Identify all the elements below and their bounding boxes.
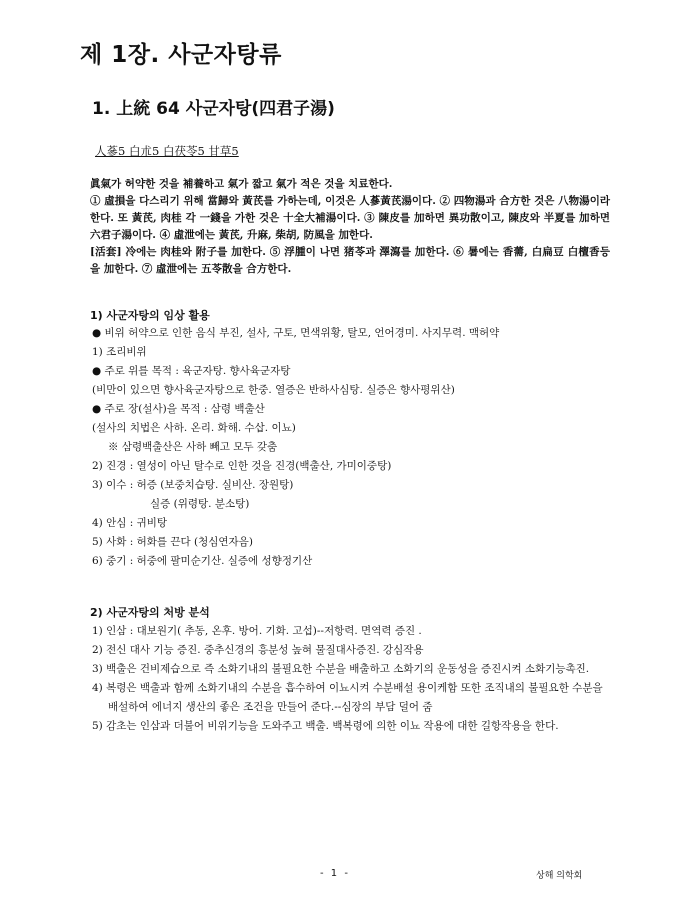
list-item: 1) 조리비위 [92, 346, 147, 358]
list-item: ● 주로 위를 목적 : 육군자탕. 향사육군자탕 [92, 365, 291, 377]
list-item: 3) 이수 : 허증 (보중치습탕. 실비산. 장원탕) [92, 479, 294, 491]
list-item: 1) 인삼 : 대보원기( 추동, 온후. 방어. 기화. 고섭)--저항력. 면역력 증진 . [92, 625, 422, 637]
formula-description [90, 176, 610, 278]
list-item: 2) 전신 대사 기능 증진. 중추신경의 흥분성 높혀 물질대사증진. 강심작용 [92, 644, 424, 656]
list-item: ● 주로 장(설사)을 목적 : 삼령 백출산 [92, 403, 265, 415]
prescription-analysis-list [92, 622, 612, 736]
list-item: 실증 (위령탕. 분소탕) [150, 498, 250, 510]
list-item: 3) 백출은 건비제습으로 즉 소화기내의 불필요한 수분을 배출하고 소화기의 운동성을 증진시켜 소화기능촉진. [92, 663, 590, 675]
list-item: (설사의 치법은 사하. 온리. 화해. 수삽. 이뇨) [92, 422, 296, 434]
formula-ingredients: 人蔘5 白朮5 白茯苓5 甘草5 [95, 144, 239, 158]
section-title: 1. 上統 64 사군자탕(四君子湯) [92, 99, 335, 119]
description-line: 眞氣가 허약한 것을 補養하고 氣가 짧고 氣가 적은 것을 치료한다. [90, 178, 393, 190]
list-item: 5) 감초는 인삼과 더불어 비위기능을 도와주고 백출. 백복령에 의한 이뇨 작용에 대한 길항작용을 한다. [92, 720, 559, 732]
clinical-use-list [92, 324, 612, 571]
list-item: 4) 복령은 백출과 함께 소화기내의 수분을 흡수하여 이뇨시켜 수분배설 용이케함 또한 조직내의 불필요한 수분을 배설하여 에너지 생산의 좋은 조건을 만들어 준다.--심장의 부담 덜어 줌 [92, 682, 603, 713]
list-item: ● 비위 허약으로 인한 음식 부진, 설사, 구토, 면색위황, 탈모, 언어경미. 사지무력. 맥허약 [92, 327, 500, 339]
description-paragraph: [活套] 冷에는 肉桂와 附子를 加한다. ⑤ 浮腫이 나면 猪苓과 澤瀉를 加한다. ⑥ 暑에는 香薷, 白扁豆 白檀香등을 加한다. ⑦ 虛泄에는 五苓散을 合方한다. [90, 246, 610, 275]
list-item: 6) 중기 : 허중에 팔미순기산. 실증에 성향정기산 [92, 555, 313, 567]
footer-organization: 상해 의학회 [536, 871, 583, 881]
chapter-title: 제 1장. 사군자탕류 [80, 42, 282, 68]
list-item: (비만이 있으면 향사육군자탕으로 한중. 열증은 반하사심탕. 실증은 향사평위산) [92, 384, 455, 396]
description-paragraph: ① 虛損을 다스리기 위해 當歸와 黃芪를 가하는데, 이것은 人蔘黃芪湯이다. ② 四物湯과 合方한 것은 八物湯이라 한다. 또 黃芪, 肉桂 각 一錢을 가한 것은 十全大補湯이다. ③ 陳皮를 加하면 異功散이고, 陳皮와 半夏를 加하면 六君子湯이다. ④ 虛泄에는 黃芪, 升麻, 柴胡, 防風을 加한다. [90, 195, 610, 241]
prescription-analysis-heading: 2) 사군자탕의 처방 분석 [90, 606, 210, 619]
clinical-use-heading: 1) 사군자탕의 임상 활용 [90, 309, 210, 322]
list-item: ※ 삼령백출산은 사하 빼고 모두 갖춤 [108, 441, 278, 453]
list-item: 4) 안심 : 귀비탕 [92, 517, 168, 529]
page-number: - 1 - [320, 868, 350, 879]
list-item: 5) 사화 : 허화를 끈다 (청심연자음) [92, 536, 253, 548]
list-item: 2) 진경 : 열성이 아닌 탈수로 인한 것을 진경(백출산, 가미이중탕) [92, 460, 392, 472]
